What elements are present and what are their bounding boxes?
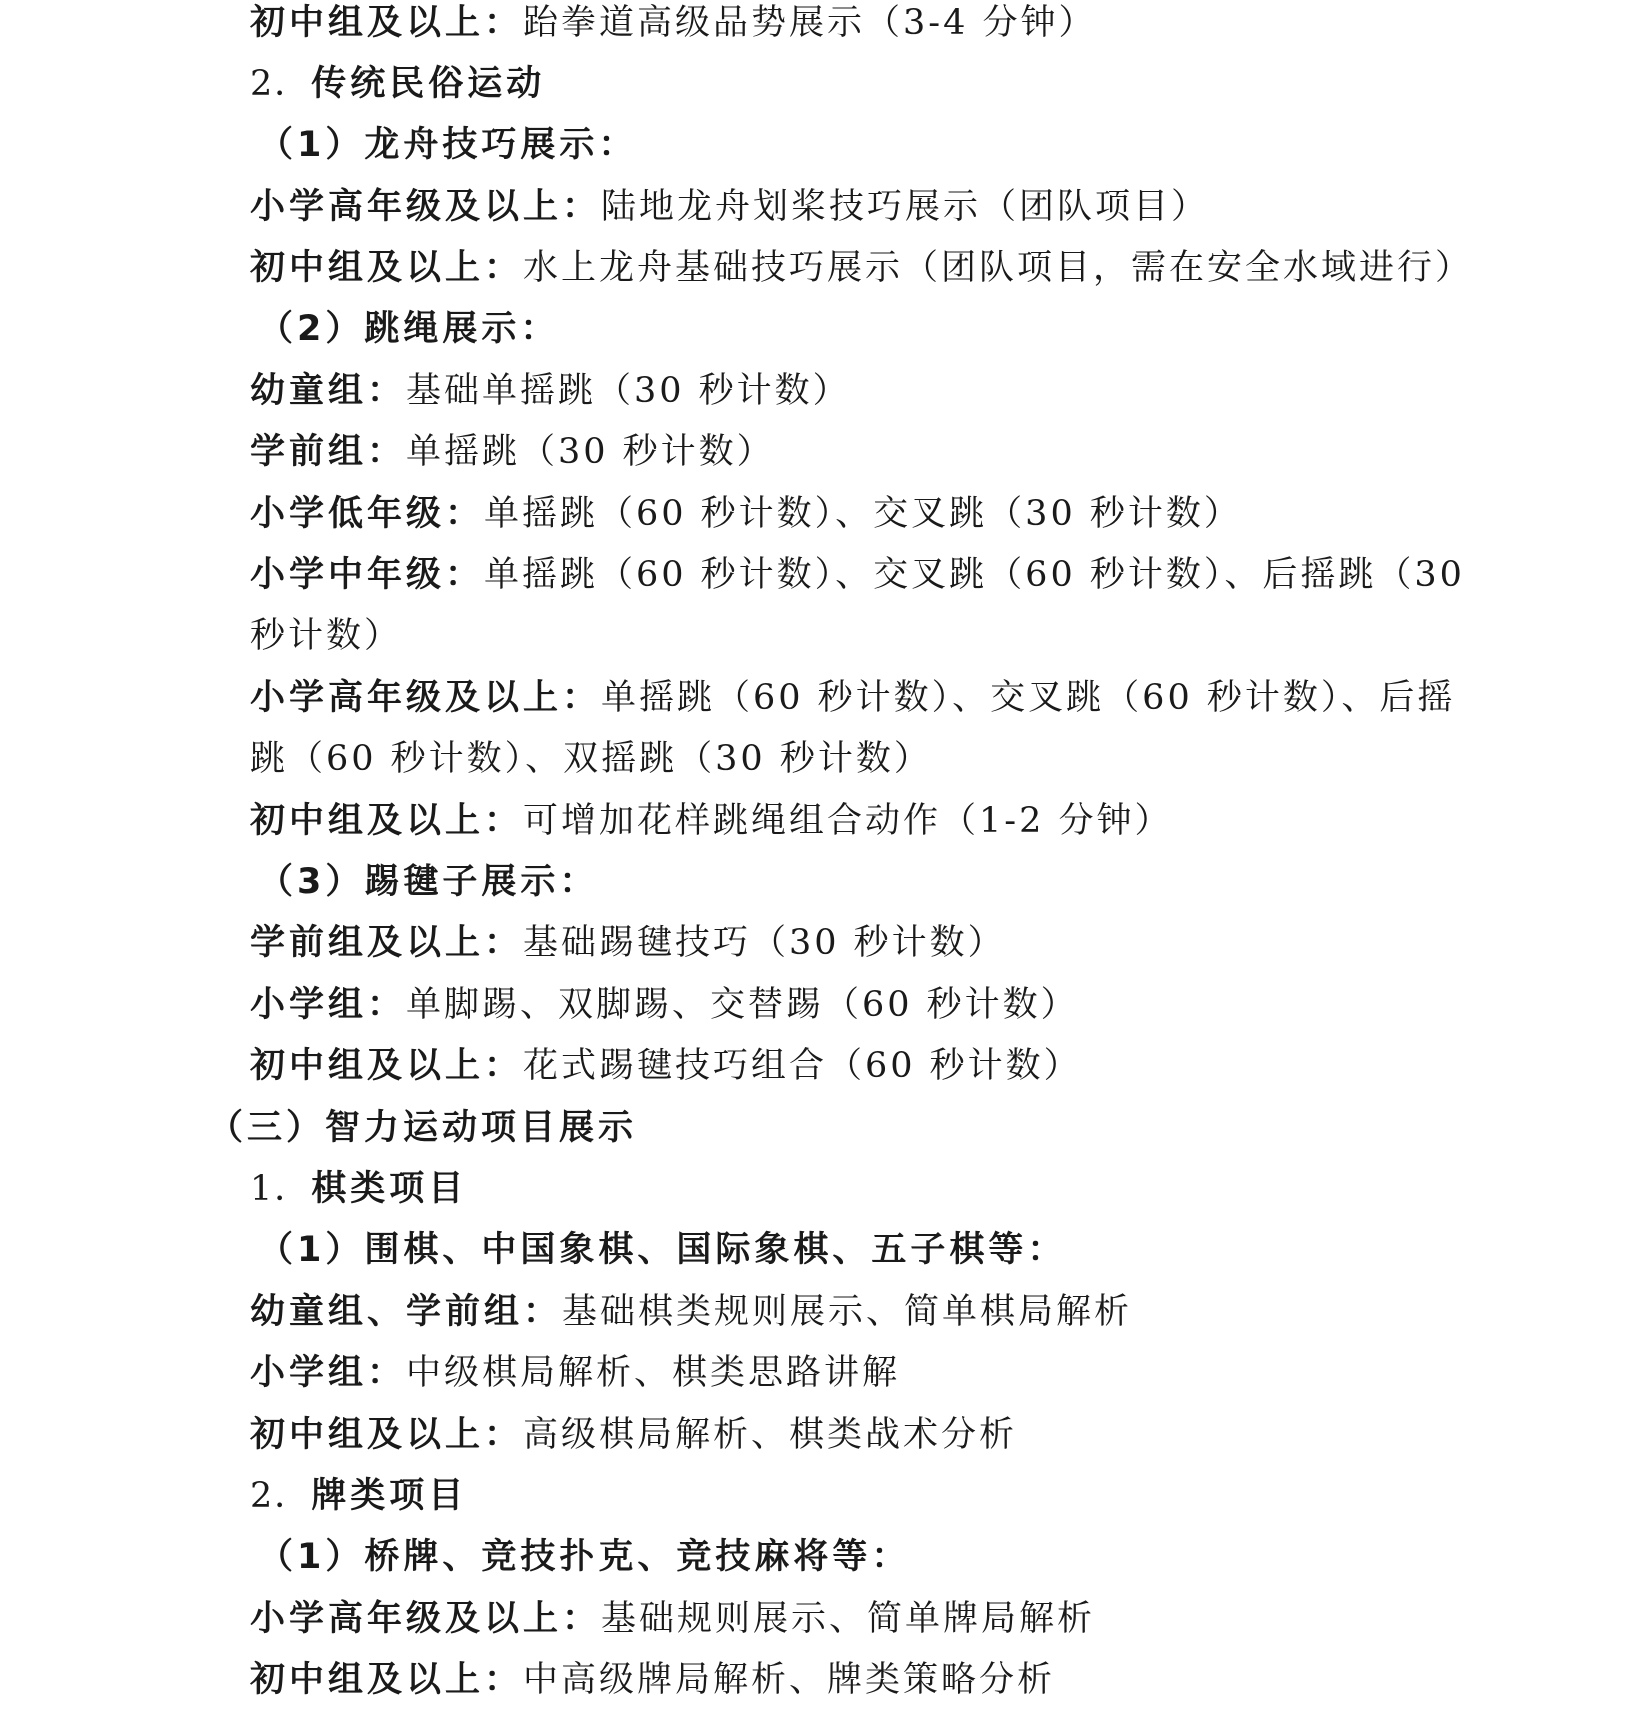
group-label: 小学低年级：: [250, 494, 485, 534]
item-text: 水上龙舟基础技巧展示（团队项目，需在安全水域进行）: [523, 248, 1474, 288]
subsection-heading: [250, 1466, 467, 1526]
group-label: 小学组：: [250, 1353, 407, 1393]
group-label: 学前组：: [250, 432, 407, 472]
text-line: [250, 0, 1097, 53]
item-heading: [258, 299, 559, 359]
item-text: 高级棋局解析、棋类战术分析: [523, 1415, 1018, 1455]
item-text: 单摇跳（60 秒计数）、交叉跳（60 秒计数）、后摇跳（30: [484, 555, 1465, 595]
item-text: 跳（60 秒计数）、双摇跳（30 秒计数）: [250, 739, 932, 779]
item-text: 花式踢毽技巧组合（60 秒计数）: [523, 1046, 1082, 1086]
heading-number: 1．: [250, 1169, 312, 1209]
item-heading: [258, 1527, 910, 1587]
text-line: [250, 668, 1455, 728]
text-line: [250, 1343, 900, 1403]
heading-number: 2．: [250, 1476, 312, 1516]
heading-text: （2）跳绳展示：: [258, 309, 560, 349]
text-line: [250, 791, 1173, 851]
item-text: 单摇跳（60 秒计数）、交叉跳（30 秒计数）: [484, 494, 1242, 534]
text-line: [250, 422, 775, 482]
text-line: [250, 1036, 1082, 1096]
group-label: 初中组及以上：: [250, 1046, 524, 1086]
text-line-continuation: [250, 606, 402, 666]
group-label: 初中组及以上：: [250, 3, 524, 43]
group-label: 幼童组、学前组：: [250, 1292, 563, 1332]
item-text: 跆拳道高级品势展示（3-4 分钟）: [523, 3, 1097, 43]
item-heading: [258, 115, 637, 175]
group-label: 小学高年级及以上：: [250, 187, 602, 227]
item-text: 基础规则展示、简单牌局解析: [601, 1599, 1096, 1639]
item-text: 单摇跳（30 秒计数）: [406, 432, 775, 472]
text-line: [250, 1405, 1017, 1465]
text-line: [250, 177, 1209, 237]
group-label: 初中组及以上：: [250, 248, 524, 288]
text-line: [250, 484, 1242, 544]
text-line: [250, 913, 1006, 973]
group-label: 初中组及以上：: [250, 1660, 524, 1700]
group-label: 小学高年级及以上：: [250, 1599, 602, 1639]
group-label: 小学组：: [250, 985, 407, 1025]
subsection-heading: [250, 1159, 467, 1219]
heading-text: （三）智力运动项目展示: [208, 1108, 638, 1148]
item-heading: [258, 852, 598, 912]
text-line: [250, 1589, 1095, 1649]
group-label: 初中组及以上：: [250, 801, 524, 841]
group-label: 学前组及以上：: [250, 923, 524, 963]
group-label: 小学高年级及以上：: [250, 678, 602, 718]
text-line: [250, 545, 1465, 605]
section-heading: [208, 1098, 637, 1158]
heading-text: 牌类项目: [311, 1476, 468, 1516]
item-text: 陆地龙舟划桨技巧展示（团队项目）: [601, 187, 1210, 227]
heading-text: （3）踢毽子展示：: [258, 862, 599, 902]
text-line-continuation: [250, 729, 932, 789]
group-label: 幼童组：: [250, 371, 407, 411]
heading-text: 传统民俗运动: [311, 64, 546, 104]
heading-text: 棋类项目: [311, 1169, 468, 1209]
item-text: 基础棋类规则展示、简单棋局解析: [562, 1292, 1133, 1332]
item-text: 单摇跳（60 秒计数）、交叉跳（60 秒计数）、后摇: [601, 678, 1456, 718]
item-text: 单脚踢、双脚踢、交替踢（60 秒计数）: [406, 985, 1079, 1025]
item-text: 基础踢毽技巧（30 秒计数）: [523, 923, 1006, 963]
group-label: 初中组及以上：: [250, 1415, 524, 1455]
subsection-heading: [250, 54, 545, 114]
item-text: 中级棋局解析、棋类思路讲解: [406, 1353, 901, 1393]
item-text: 基础单摇跳（30 秒计数）: [406, 371, 851, 411]
item-heading: [258, 1220, 1066, 1280]
item-text: 可增加花样跳绳组合动作（1-2 分钟）: [523, 801, 1173, 841]
heading-text: （1）桥牌、竞技扑克、竞技麻将等：: [258, 1537, 911, 1577]
heading-text: （1）龙舟技巧展示：: [258, 125, 638, 165]
item-text: 秒计数）: [250, 616, 403, 656]
heading-text: （1）围棋、中国象棋、国际象棋、五子棋等：: [258, 1230, 1067, 1270]
group-label: 小学中年级：: [250, 555, 485, 595]
text-line: [250, 1282, 1132, 1342]
text-line: [250, 1650, 1055, 1710]
text-line: [250, 361, 851, 421]
text-line: [250, 238, 1473, 298]
heading-number: 2．: [250, 64, 312, 104]
text-line: [250, 975, 1079, 1035]
item-text: 中高级牌局解析、牌类策略分析: [523, 1660, 1056, 1700]
